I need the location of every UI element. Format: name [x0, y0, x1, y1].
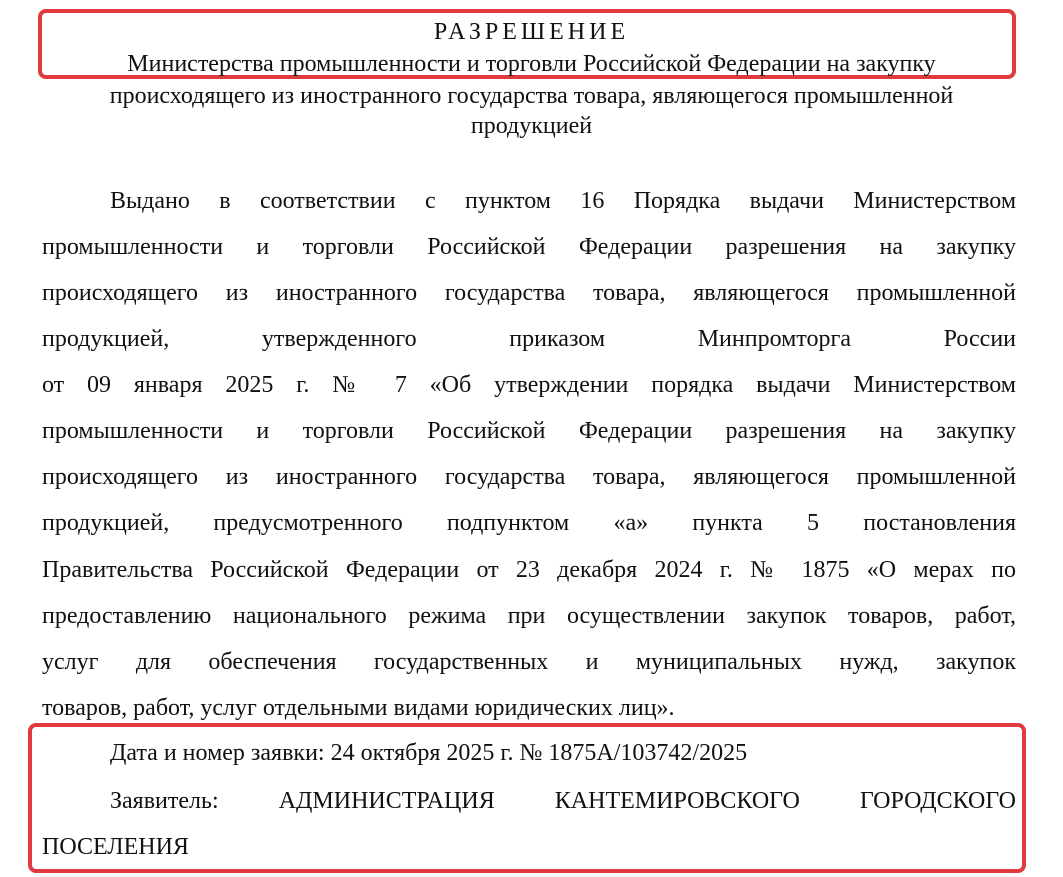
document-subtitle-line-2: происходящего из иностранного государства товара, являющегося промышленной: [109, 83, 954, 109]
application-date-number: Дата и номер заявки: 24 октября 2025 г. № 1875А/103742/2025: [110, 740, 748, 766]
body-line: промышленности и торговли Российской Федерации разрешения на закупку: [42, 418, 1016, 444]
body-line: от 09 января 2025 г. № 7 «Об утверждении порядка выдачи Министерством: [42, 372, 1016, 398]
document-subtitle-line-3: продукцией: [470, 113, 593, 139]
applicant-line-continued: ПОСЕЛЕНИЯ: [42, 834, 189, 860]
body-line: происходящего из иностранного государства товара, являющегося промышленной: [42, 280, 1016, 306]
body-line: услуг для обеспечения государственных и муниципальных нужд, закупок: [42, 649, 1016, 675]
body-line: Правительства Российской Федерации от 23 декабря 2024 г. № 1875 «О мерах по: [42, 557, 1016, 583]
body-line: предоставлению национального режима при осуществлении закупок товаров, работ,: [42, 603, 1016, 629]
body-line: промышленности и торговли Российской Федерации разрешения на закупку: [42, 234, 1016, 260]
body-line: Выдано в соответствии с пунктом 16 Порядка выдачи Министерством: [110, 188, 1016, 214]
body-line: происходящего из иностранного государства товара, являющегося промышленной: [42, 464, 1016, 490]
document-title: РАЗРЕШЕНИЕ: [433, 19, 630, 45]
body-line: продукцией, утвержденного приказом Минпромторга России: [42, 326, 1016, 352]
document-subtitle-line-1: Министерства промышленности и торговли Российской Федерации на закупку: [127, 51, 936, 77]
body-line: продукцией, предусмотренного подпунктом «а» пункта 5 постановления: [42, 510, 1016, 536]
applicant-line: Заявитель: АДМИНИСТРАЦИЯ КАНТЕМИРОВСКОГО ГОРОДСКОГО: [110, 788, 1016, 814]
body-line: товаров, работ, услуг отдельными видами юридических лиц».: [42, 695, 675, 721]
